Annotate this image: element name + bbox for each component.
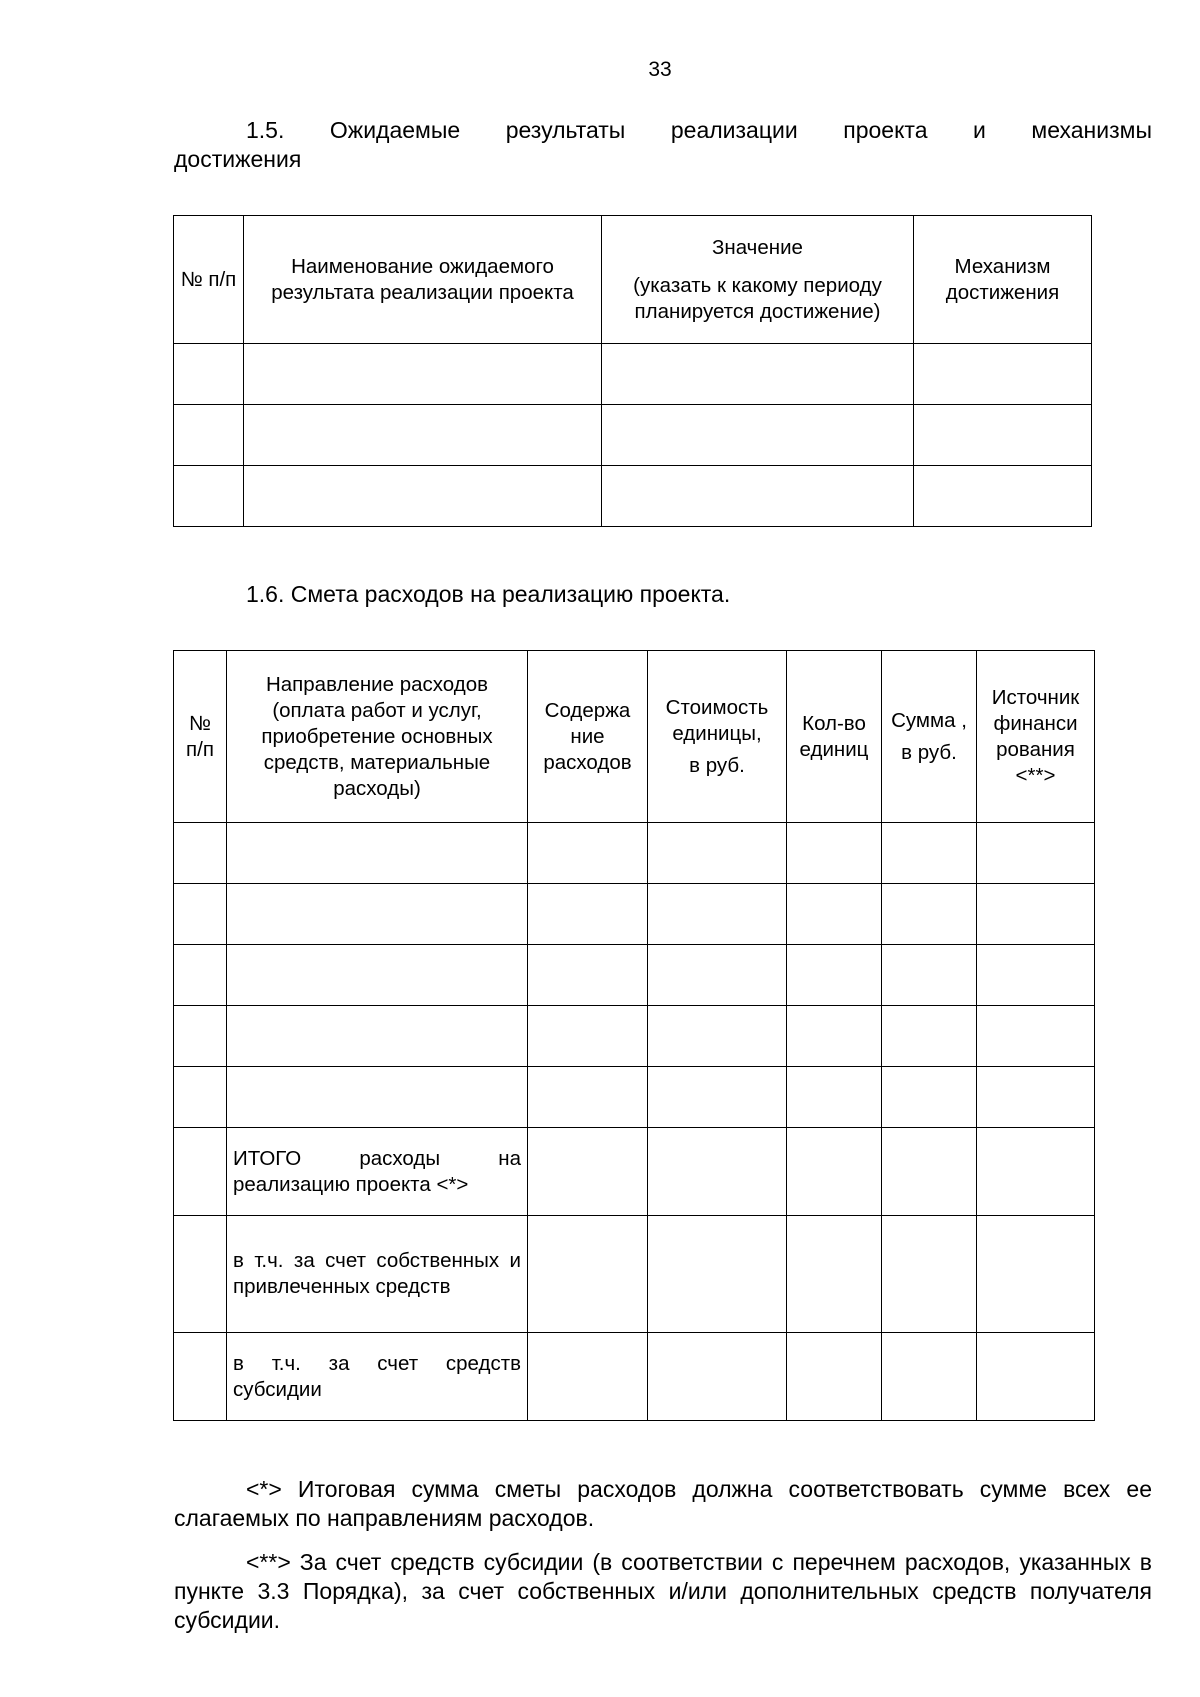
total-row-label: ИТОГО расходы на реализацию проекта <*> [227, 1128, 528, 1216]
table-cell [882, 1333, 977, 1421]
table-cell [977, 823, 1095, 884]
table-cell [648, 884, 787, 945]
table-cell [227, 884, 528, 945]
table-row [174, 1006, 1095, 1067]
table-cell [914, 405, 1092, 466]
table-cell [787, 1128, 882, 1216]
table-cell [602, 344, 914, 405]
table-cell [244, 405, 602, 466]
budget-table [173, 650, 1095, 1421]
table-cell [528, 1333, 648, 1421]
table-row [174, 945, 1095, 1006]
table-cell [174, 405, 244, 466]
table-cell [528, 1006, 648, 1067]
table-cell [174, 945, 227, 1006]
table-cell [882, 823, 977, 884]
table-cell [528, 1128, 648, 1216]
table-cell [528, 1216, 648, 1333]
table-cell [914, 466, 1092, 527]
table-cell [914, 344, 1092, 405]
header-expense-content: Содержа ние расходов [528, 651, 648, 823]
table-header-row [174, 651, 1095, 823]
header-unit-cost [648, 651, 787, 823]
table-cell [882, 1128, 977, 1216]
table-cell [882, 1067, 977, 1128]
header-value [602, 216, 914, 344]
page-number: 33 [648, 58, 672, 81]
table-cell [977, 1333, 1095, 1421]
table-cell [227, 823, 528, 884]
header-quantity: Кол-во единиц [787, 651, 882, 823]
header-expense-direction: Направление расходов (оплата работ и услуг, приобретение основных средств, материальные расходы) [227, 651, 528, 823]
table-cell [648, 1006, 787, 1067]
table-cell [244, 466, 602, 527]
table-cell [174, 1333, 227, 1421]
table-cell [174, 1006, 227, 1067]
footnote-funding-source: <**> За счет средств субсидии (в соответствии с перечнем расходов, указанных в пункте 3.3 Порядка), за счет собственных и/или дополнительных средств получателя субсидии. [174, 1549, 1152, 1633]
table-cell [528, 823, 648, 884]
table-cell [602, 466, 914, 527]
total-row [174, 1128, 1095, 1216]
header-number: № п/п [174, 651, 227, 823]
header-number: № п/п [174, 216, 244, 344]
table-cell [648, 1216, 787, 1333]
own-funds-row [174, 1216, 1095, 1333]
table-cell [787, 945, 882, 1006]
table-cell [977, 945, 1095, 1006]
table-cell [244, 344, 602, 405]
table-cell [648, 823, 787, 884]
table-row [174, 466, 1092, 527]
table-cell [787, 884, 882, 945]
header-funding-source: Источник финанси рования <**> [977, 651, 1095, 823]
table-cell [977, 1216, 1095, 1333]
table-cell [174, 1067, 227, 1128]
subsidy-row-label: в т.ч. за счет средств субсидии [227, 1333, 528, 1421]
header-value-title: Значение [712, 235, 803, 259]
table-cell [174, 823, 227, 884]
expected-results-table [173, 215, 1092, 527]
table-cell [882, 1216, 977, 1333]
table-cell [977, 1067, 1095, 1128]
table-cell [174, 1216, 227, 1333]
table-cell [227, 1067, 528, 1128]
table-cell [528, 945, 648, 1006]
section-1-6-title: 1.6. Смета расходов на реализацию проекта. [246, 581, 731, 607]
subsidy-row [174, 1333, 1095, 1421]
table-cell [227, 1006, 528, 1067]
table-cell [648, 1067, 787, 1128]
table-cell [528, 1067, 648, 1128]
table-cell [648, 1128, 787, 1216]
header-unit-cost-currency: в руб. [689, 753, 745, 777]
table-cell [882, 884, 977, 945]
table-cell [977, 1128, 1095, 1216]
table-cell [882, 945, 977, 1006]
header-value-note: (указать к какому периоду планируется достижение) [633, 273, 882, 323]
table-cell [977, 884, 1095, 945]
table-cell [648, 945, 787, 1006]
table-cell [787, 1216, 882, 1333]
table-row [174, 1067, 1095, 1128]
own-funds-row-label: в т.ч. за счет собственных и привлеченных средств [227, 1216, 528, 1333]
header-sum [882, 651, 977, 823]
header-sum-label: Сумма , [891, 708, 967, 732]
table-cell [787, 1333, 882, 1421]
table-cell [648, 1333, 787, 1421]
table-row [174, 884, 1095, 945]
section-1-5-title-continuation: достижения [174, 146, 302, 172]
table-cell [602, 405, 914, 466]
header-result-name: Наименование ожидаемого результата реализации проекта [244, 216, 602, 344]
table-row [174, 405, 1092, 466]
header-unit-cost-label: Стоимость единицы, [665, 695, 769, 745]
table-cell [787, 823, 882, 884]
section-1-5-title: 1.5. Ожидаемые результаты реализации проекта и механизмы [246, 117, 1152, 143]
header-mechanism: Механизм достижения [914, 216, 1092, 344]
table-header-row [174, 216, 1092, 344]
table-row [174, 344, 1092, 405]
table-cell [528, 884, 648, 945]
table-cell [977, 1006, 1095, 1067]
table-cell [787, 1006, 882, 1067]
table-cell [174, 344, 244, 405]
table-cell [174, 466, 244, 527]
table-cell [227, 945, 528, 1006]
table-row [174, 823, 1095, 884]
table-cell [787, 1067, 882, 1128]
footnote-total-sum: <*> Итоговая сумма сметы расходов должна соответствовать сумме всех ее слагаемых по направлениям расходов. [174, 1476, 1152, 1531]
header-sum-currency: в руб. [901, 740, 957, 764]
table-cell [882, 1006, 977, 1067]
table-cell [174, 884, 227, 945]
table-cell [174, 1128, 227, 1216]
